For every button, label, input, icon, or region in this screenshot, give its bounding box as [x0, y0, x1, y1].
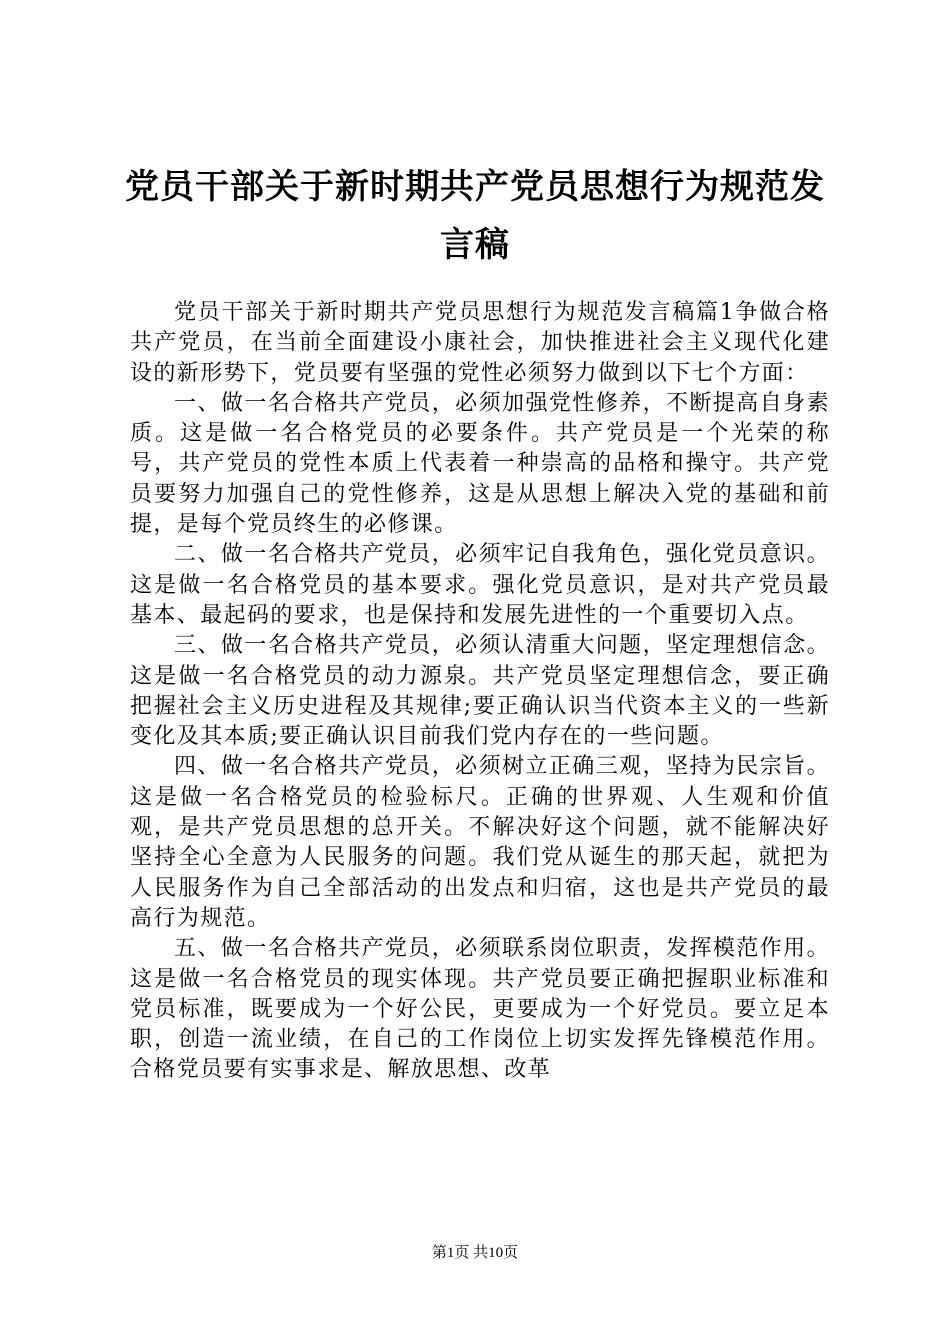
paragraph-point-3: 三、做一名合格共产党员，必须认清重大问题，坚定理想信念。这是做一名合格党员的动力源泉。共产党员坚定理想信念，要正确把握社会主义历史进程及其规律;要正确认识当代资本主义的一些新变化及其本质;要正确认识目前我们党内存在的一些问题。 [130, 633, 830, 750]
paragraph-point-2: 二、做一名合格共产党员，必须牢记自我角色，强化党员意识。这是做一名合格党员的基本要求。强化党员意识，是对共产党员最基本、最起码的要求，也是保持和发展先进性的一个重要切入点。 [130, 542, 830, 628]
paragraph-point-4: 四、做一名合格共产党员，必须树立正确三观，坚持为民宗旨。这是做一名合格党员的检验标尺。正确的世界观、人生观和价值观，是共产党员思想的总开关。不解决好这个问题，就不能解决好坚持全心全意为人民服务的问题。我们党从诞生的那天起，就把为人民服务作为自己全部活动的出发点和归宿，这也是共产党员的最高行为规范。 [130, 754, 830, 931]
document-body [130, 298, 830, 1086]
paragraph-point-5: 五、做一名合格共产党员，必须联系岗位职责，发挥模范作用。这是做一名合格党员的现实体现。共产党员要正确把握职业标准和党员标准，既要成为一个好公民，更要成为一个好党员。要立足本职，创造一流业绩，在自己的工作岗位上切实发挥先锋模范作用。合格党员要有实事求是、解放思想、改革 [130, 936, 830, 1083]
paragraph-intro: 党员干部关于新时期共产党员思想行为规范发言稿篇1争做合格共产党员，在当前全面建设小康社会，加快推进社会主义现代化建设的新形势下，党员要有坚强的党性必须努力做到以下七个方面： [130, 300, 830, 386]
page-number-footer: 第1页 共10页 [431, 1245, 519, 1261]
document-title: 党员干部关于新时期共产党员思想行为规范发言稿 [125, 167, 825, 265]
paragraph-point-1: 一、做一名合格共产党员，必须加强党性修养，不断提高自身素质。这是做一名合格党员的必要条件。共产党员是一个光荣的称号，共产党员的党性本质上代表着一种崇高的品格和操守。共产党员要努力加强自己的党性修养，这是从思想上解决入党的基础和前提，是每个党员终生的必修课。 [130, 390, 830, 538]
